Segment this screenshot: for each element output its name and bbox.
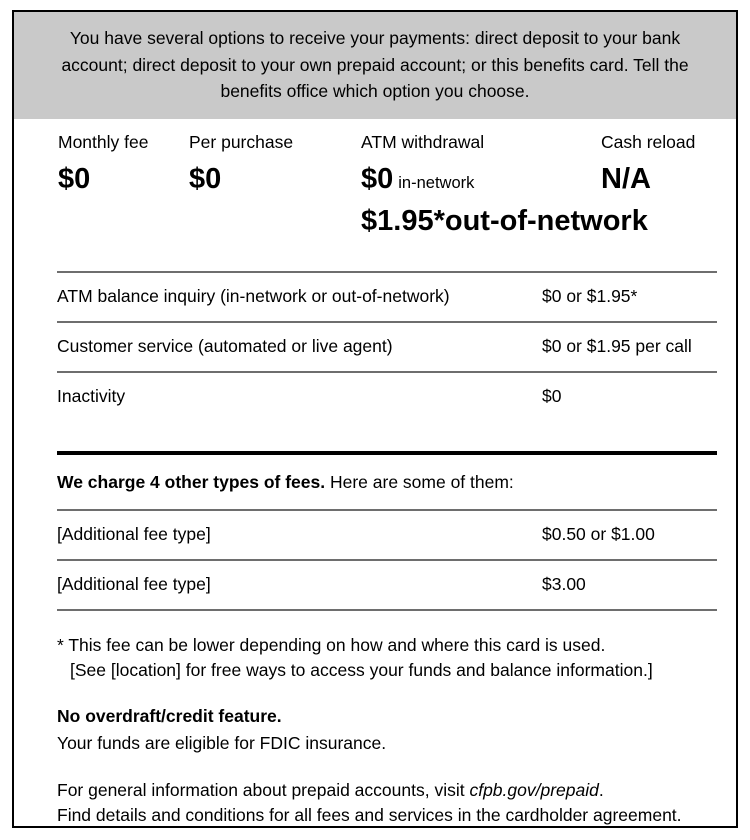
fee-column-label: Per purchase — [189, 131, 294, 152]
fee-column-label: ATM withdrawal — [361, 131, 485, 152]
fee-column-qualifier: in-network — [398, 174, 475, 193]
fee-column-cash-reload — [601, 133, 695, 194]
no-overdraft-statement: No overdraft/credit feature. — [57, 706, 282, 727]
fdic-insurance-statement: Your funds are eligible for FDIC insurance. — [57, 733, 387, 754]
general-information-prefix: For general information about prepaid accounts, visit — [57, 780, 470, 801]
fee-column-label: Cash reload — [601, 131, 696, 152]
fee-row-value: $0.50 or $1.00 — [542, 524, 655, 545]
other-fees-heading-bold: We charge 4 other types of fees. — [57, 471, 326, 492]
general-information-line — [57, 778, 729, 803]
fee-row-name: Inactivity — [57, 386, 126, 407]
fee-row-value: $0 or $1.95 per call — [542, 336, 692, 357]
disclosure-body — [14, 133, 736, 828]
footnote-free-access: [See [location] for free ways to access your funds and balance information.] — [70, 659, 653, 680]
table-row — [57, 373, 717, 421]
other-fees-heading-rest: Here are some of them: — [325, 471, 514, 492]
options-banner: You have several options to receive your payments: direct deposit to your bank account; direct deposit to your own prepaid account; or this benefits card. Tell the benefits office which option you choose. — [14, 12, 736, 119]
fee-column-label: Monthly fee — [58, 131, 149, 152]
fee-column-amount-value: N/A — [601, 163, 651, 196]
cfpb-prepaid-link[interactable]: cfpb.gov/prepaid — [469, 780, 599, 801]
cardholder-agreement-line: Find details and conditions for all fees and services in the cardholder agreement. — [57, 805, 682, 825]
general-information-suffix: . — [598, 780, 604, 801]
fee-column-amount — [58, 165, 148, 194]
general-information-section — [57, 756, 729, 828]
other-fees-heading — [57, 455, 717, 509]
fee-row-value: $0 or $1.95* — [542, 286, 638, 307]
fee-row-value: $3.00 — [542, 574, 586, 595]
prepaid-fee-disclosure-card — [12, 10, 738, 828]
fee-column-amount-value: $0 — [58, 163, 91, 196]
fee-column-amount-value-secondary: $1.95* — [361, 205, 445, 238]
fee-column-amount-secondary — [361, 207, 648, 236]
fee-column-monthly-fee — [58, 133, 148, 194]
fee-column-amount-value: $0 — [189, 163, 222, 196]
fee-row-name: ATM balance inquiry (in-network or out-of-network) — [57, 286, 450, 307]
itemized-fee-table — [57, 271, 717, 611]
table-row — [57, 323, 717, 371]
table-spacer — [57, 421, 717, 451]
fee-row-value: $0 — [542, 386, 562, 407]
footnote-fee-lower: * This fee can be lower depending on how and where this card is used. — [57, 634, 606, 655]
fee-row-name: [Additional fee type] — [57, 574, 211, 595]
fee-column-amount — [601, 165, 695, 194]
fee-row-name: Customer service (automated or live agent) — [57, 336, 393, 357]
fee-column-amount-value: $0 — [361, 163, 394, 196]
table-row — [57, 511, 717, 559]
table-row — [57, 273, 717, 321]
fee-column-amount — [189, 165, 293, 194]
footnotes-section — [57, 611, 729, 828]
fee-column-per-purchase — [189, 133, 293, 194]
headline-fee-columns — [44, 133, 706, 271]
fee-row-name: [Additional fee type] — [57, 524, 211, 545]
table-row — [57, 561, 717, 609]
fee-column-qualifier-secondary: out-of-network — [444, 205, 648, 238]
